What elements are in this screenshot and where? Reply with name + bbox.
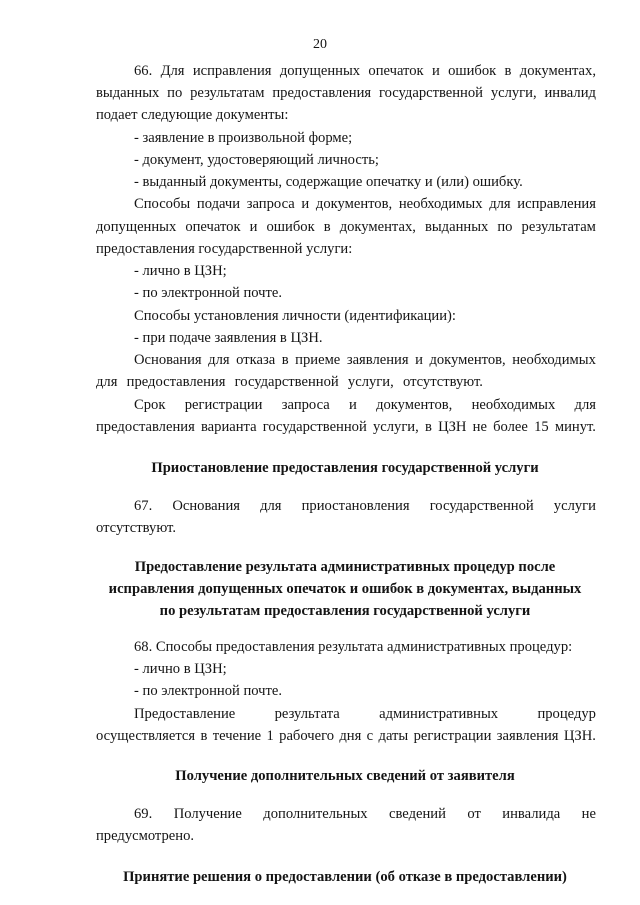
list-item-identity-document: - документ, удостоверяющий личность; bbox=[134, 152, 379, 168]
submission-methods-line-1 bbox=[134, 195, 596, 213]
word: для bbox=[260, 498, 282, 514]
word: в bbox=[200, 728, 208, 744]
word: административных bbox=[379, 706, 499, 722]
paragraph-66-line-1 bbox=[134, 62, 596, 80]
word: услуги, bbox=[372, 419, 419, 435]
refusal-grounds-line-1 bbox=[134, 351, 596, 369]
word: документах, bbox=[339, 219, 416, 235]
word: исправления bbox=[517, 196, 596, 212]
heading-suspension: Приостановление предоставления государственной услуги bbox=[151, 460, 539, 476]
word: государственной bbox=[429, 498, 534, 514]
heading-result-line-2: исправления допущенных опечаток и ошибок в документах, выданных bbox=[108, 581, 582, 597]
word: ошибок bbox=[266, 219, 315, 235]
word: государственной bbox=[234, 374, 339, 390]
list-item-in-person-2: - лично в ЦЗН; bbox=[134, 661, 227, 677]
paragraph-67-line-1 bbox=[134, 497, 596, 515]
word: предоставления bbox=[96, 419, 195, 435]
heading-result-line-3: по результатам предоставления государственной услуги bbox=[159, 603, 531, 619]
word: ЦЗН. bbox=[563, 728, 596, 744]
word: 15 bbox=[534, 419, 549, 435]
word: даты bbox=[378, 728, 409, 744]
word: для bbox=[574, 397, 596, 413]
word: государственной bbox=[262, 419, 367, 435]
word: более bbox=[493, 419, 528, 435]
list-item-email: - по электронной почте. bbox=[134, 285, 283, 301]
identification-methods: Способы установления личности (идентификации): bbox=[134, 308, 456, 324]
page-number: 20 bbox=[313, 37, 327, 52]
list-item-email-2: - по электронной почте. bbox=[134, 683, 283, 699]
word: 69. bbox=[134, 806, 153, 822]
word: документов, bbox=[429, 352, 506, 368]
word: в bbox=[281, 352, 289, 368]
word: необходимых bbox=[398, 196, 483, 212]
list-item-application: - заявление в произвольной форме; bbox=[134, 130, 353, 146]
word: не bbox=[472, 419, 487, 435]
word: услуги, bbox=[347, 374, 394, 390]
word: опечаток bbox=[368, 63, 424, 79]
result-delivery-line-2 bbox=[96, 727, 596, 745]
word: Способы bbox=[134, 196, 191, 212]
word: опечаток bbox=[185, 219, 241, 235]
word: и bbox=[431, 63, 440, 79]
word: услуги bbox=[553, 498, 596, 514]
word: отказа bbox=[236, 352, 276, 368]
list-item-in-person: - лично в ЦЗН; bbox=[134, 263, 227, 279]
word: ошибок bbox=[448, 63, 497, 79]
word: дня bbox=[339, 728, 362, 744]
word: подачи bbox=[196, 196, 241, 212]
word: не bbox=[581, 806, 596, 822]
word: в bbox=[323, 219, 331, 235]
word: заявления bbox=[346, 352, 409, 368]
word: и bbox=[249, 219, 258, 235]
word: услуги, bbox=[490, 85, 537, 101]
word: результата bbox=[274, 706, 340, 722]
word: рабочего bbox=[279, 728, 334, 744]
list-item-issued-documents: - выданный документы, содержащие опечатку и (или) ошибку. bbox=[134, 174, 523, 190]
heading-decision: Принятие решения о предоставлении (об отказе в предоставлении) bbox=[123, 869, 567, 885]
word: необходимых bbox=[471, 397, 556, 413]
word: и bbox=[301, 196, 310, 212]
word: минут. bbox=[554, 419, 596, 435]
word: заявления bbox=[496, 728, 559, 744]
word: 1 bbox=[266, 728, 274, 744]
word: Для bbox=[160, 63, 185, 79]
word: по bbox=[167, 85, 183, 101]
word: государственной bbox=[378, 85, 483, 101]
word: исправления bbox=[192, 63, 272, 79]
word: осуществляется bbox=[96, 728, 196, 744]
word: приеме bbox=[295, 352, 341, 368]
word: отсутствуют. bbox=[402, 374, 483, 390]
word: по bbox=[497, 219, 513, 235]
word: в bbox=[424, 419, 432, 435]
word: Предоставление bbox=[134, 706, 236, 722]
word: запроса bbox=[246, 196, 295, 212]
word: и bbox=[415, 352, 423, 368]
word: приостановления bbox=[301, 498, 410, 514]
word: 66. bbox=[134, 63, 153, 79]
paragraph-68-line-1: 68. Способы предоставления результата административных процедур: bbox=[134, 639, 573, 655]
list-item-on-submission: - при подаче заявления в ЦЗН. bbox=[134, 330, 323, 346]
submission-methods-line-3: предоставления государственной услуги: bbox=[96, 241, 353, 257]
word: с bbox=[366, 728, 374, 744]
paragraph-67-line-2: отсутствуют. bbox=[96, 520, 176, 536]
word: регистрации bbox=[184, 397, 263, 413]
word: предоставления bbox=[272, 85, 372, 101]
word: необходимых bbox=[512, 352, 596, 368]
word: выданных bbox=[96, 85, 160, 101]
word: и bbox=[348, 397, 357, 413]
word: 67. bbox=[134, 498, 153, 514]
word: документов, bbox=[376, 397, 453, 413]
word: документов, bbox=[315, 196, 393, 212]
word: Получение bbox=[173, 806, 242, 822]
word: течение bbox=[212, 728, 262, 744]
word: Основания bbox=[134, 352, 202, 368]
result-delivery-line-1 bbox=[134, 705, 596, 723]
word: документах, bbox=[519, 63, 596, 79]
word: ЦЗН bbox=[438, 419, 467, 435]
word: допущенных bbox=[279, 63, 361, 79]
word: сведений bbox=[389, 806, 446, 822]
word: варианта bbox=[200, 419, 257, 435]
submission-methods-line-2 bbox=[96, 218, 596, 236]
word: для bbox=[489, 196, 511, 212]
word: процедур bbox=[537, 706, 596, 722]
word: для bbox=[208, 352, 230, 368]
word: инвалид bbox=[544, 85, 596, 101]
word: инвалида bbox=[502, 806, 561, 822]
word: результатам bbox=[521, 219, 596, 235]
heading-result-line-1: Предоставление результата административных процедур после bbox=[134, 559, 556, 575]
registration-term-line-1 bbox=[134, 396, 596, 414]
paragraph-66-line-3: подает следующие документы: bbox=[96, 107, 289, 123]
word: дополнительных bbox=[263, 806, 368, 822]
paragraph-66-line-2 bbox=[96, 84, 596, 102]
registration-term-line-2 bbox=[96, 418, 596, 436]
word: Основания bbox=[172, 498, 240, 514]
paragraph-69-line-2: предусмотрено. bbox=[96, 828, 195, 844]
word: выданных bbox=[424, 219, 489, 235]
word: для bbox=[96, 374, 118, 390]
paragraph-69-line-1 bbox=[134, 805, 596, 823]
word: Срок bbox=[134, 397, 166, 413]
heading-additional-info: Получение дополнительных сведений от заявителя bbox=[175, 768, 515, 784]
word: результатам bbox=[190, 85, 265, 101]
word: регистрации bbox=[413, 728, 492, 744]
refusal-grounds-line-2 bbox=[96, 373, 483, 391]
word: от bbox=[467, 806, 481, 822]
word: предоставления bbox=[126, 374, 226, 390]
word: в bbox=[504, 63, 512, 79]
word: допущенных bbox=[96, 219, 177, 235]
word: запроса bbox=[281, 397, 330, 413]
